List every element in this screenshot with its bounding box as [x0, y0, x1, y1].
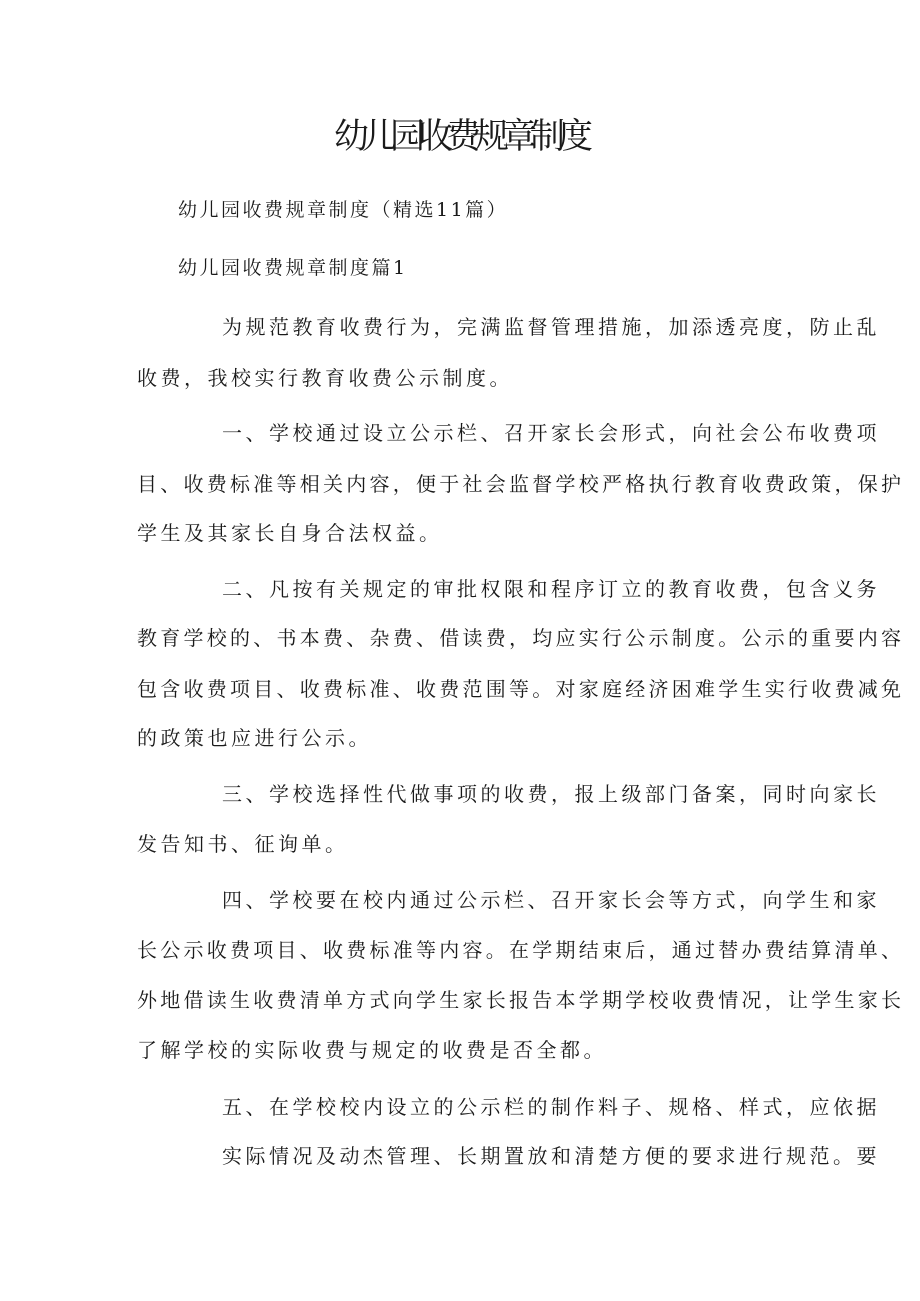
paragraph-line: 二、凡按有关规定的审批权限和程序订立的教育收费，包含义务 — [222, 577, 880, 601]
document-subtitle: 幼儿园收费规章制度（精选11篇） — [178, 199, 509, 221]
paragraph-line: 学生及其家长自身合法权益。 — [137, 521, 443, 545]
paragraph-line: 长公示收费项目、收费标准等内容。在学期结束后，通过替办费结算清单、 — [137, 938, 905, 962]
section-heading: 幼儿园收费规章制度篇1 — [178, 257, 408, 279]
paragraph-line: 三、学校选择性代做事项的收费，报上级部门备案，同时向家长 — [222, 782, 880, 806]
paragraph-line: 收费，我校实行教育收费公示制度。 — [137, 366, 513, 390]
paragraph-line: 了解学校的实际收费与规定的收费是否全都。 — [137, 1038, 607, 1062]
paragraph-line: 五、在学校校内设立的公示栏的制作料子、规格、样式，应依据 — [222, 1095, 880, 1119]
paragraph-line: 四、学校要在校内通过公示栏、召开家长会等方式，向学生和家 — [222, 888, 880, 912]
paragraph-line: 目、收费标准等相关内容，便于社会监督学校严格执行教育收费政策，保护 — [137, 472, 905, 496]
paragraph-line: 实际情况及动杰管理、长期置放和清楚方便的要求进行规范。要 — [222, 1144, 880, 1168]
paragraph-line: 一、学校通过设立公示栏、召开家长会形式，向社会公布收费项 — [222, 421, 880, 445]
paragraph-line: 为规范教育收费行为，完满监督管理措施，加添透亮度，防止乱 — [222, 315, 880, 339]
paragraph-line: 教育学校的、书本费、杂费、借读费，均应实行公示制度。公示的重要内容 — [137, 626, 905, 650]
paragraph-line: 包含收费项目、收费标准、收费范围等。对家庭经济困难学生实行收费减免 — [137, 677, 905, 701]
paragraph-line: 发告知书、征询单。 — [137, 832, 349, 856]
paragraph-line: 外地借读生收费清单方式向学生家长报告本学期学校收费情况，让学生家长 — [137, 988, 905, 1012]
paragraph-line: 的政策也应进行公示。 — [137, 726, 372, 750]
page-title: 幼儿园收费规章制度 — [333, 117, 586, 157]
